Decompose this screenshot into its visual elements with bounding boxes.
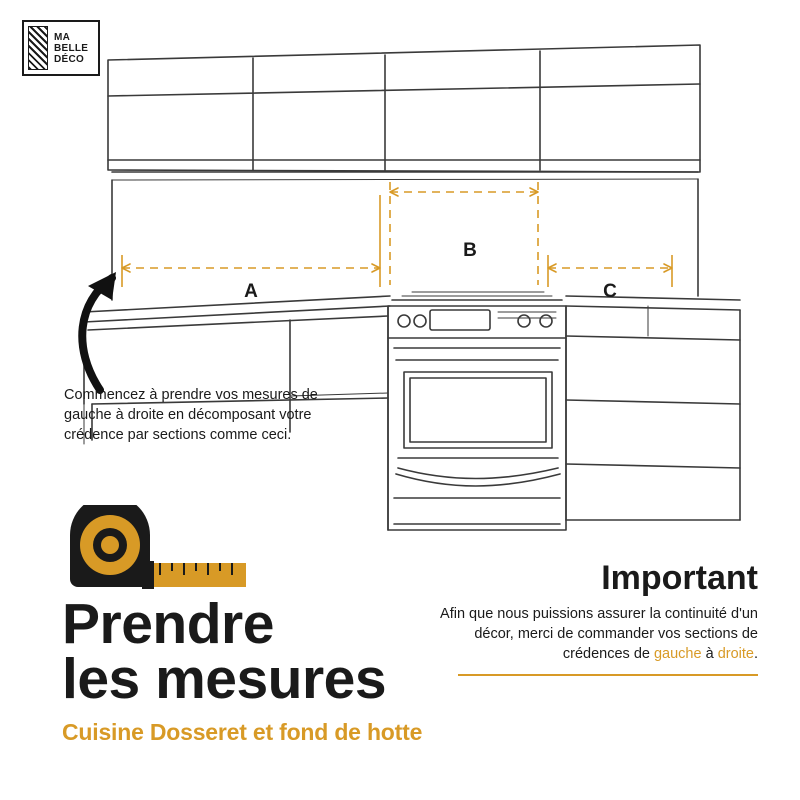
brand-logo-line3: DÉCO [54,53,85,65]
tape-measure-icon [62,505,246,597]
section-label-c: C [603,281,617,302]
brand-logo-line1: MA [54,31,71,43]
title-subtitle: Cuisine Dosseret et fond de hotte [62,719,423,745]
important-text-part3: . [753,646,758,662]
important-text-part1: Afin que nous puissions assurer la continuité d'un décor, merci de commander vos sections de crédences de [440,606,758,662]
important-highlight-droite: droite [717,646,754,662]
brand-logo-line2: BELLE [54,42,89,54]
important-heading: Important [601,559,758,597]
curved-arrow-icon [82,272,116,390]
important-text-part2: à [701,646,718,662]
measure-instruction-text: Commencez à prendre vos mesures de gauche à droite en décomposant votre crédence par sections comme ceci. [64,387,318,443]
important-divider [458,674,758,676]
title-line-2: les mesures [62,647,387,711]
section-label-b: B [463,240,477,261]
title-block [62,592,492,746]
important-text [438,604,758,664]
important-block [438,558,758,676]
section-label-a: A [244,281,258,302]
important-highlight-gauche: gauche [653,646,702,662]
title-line-1: Prendre [62,592,274,656]
